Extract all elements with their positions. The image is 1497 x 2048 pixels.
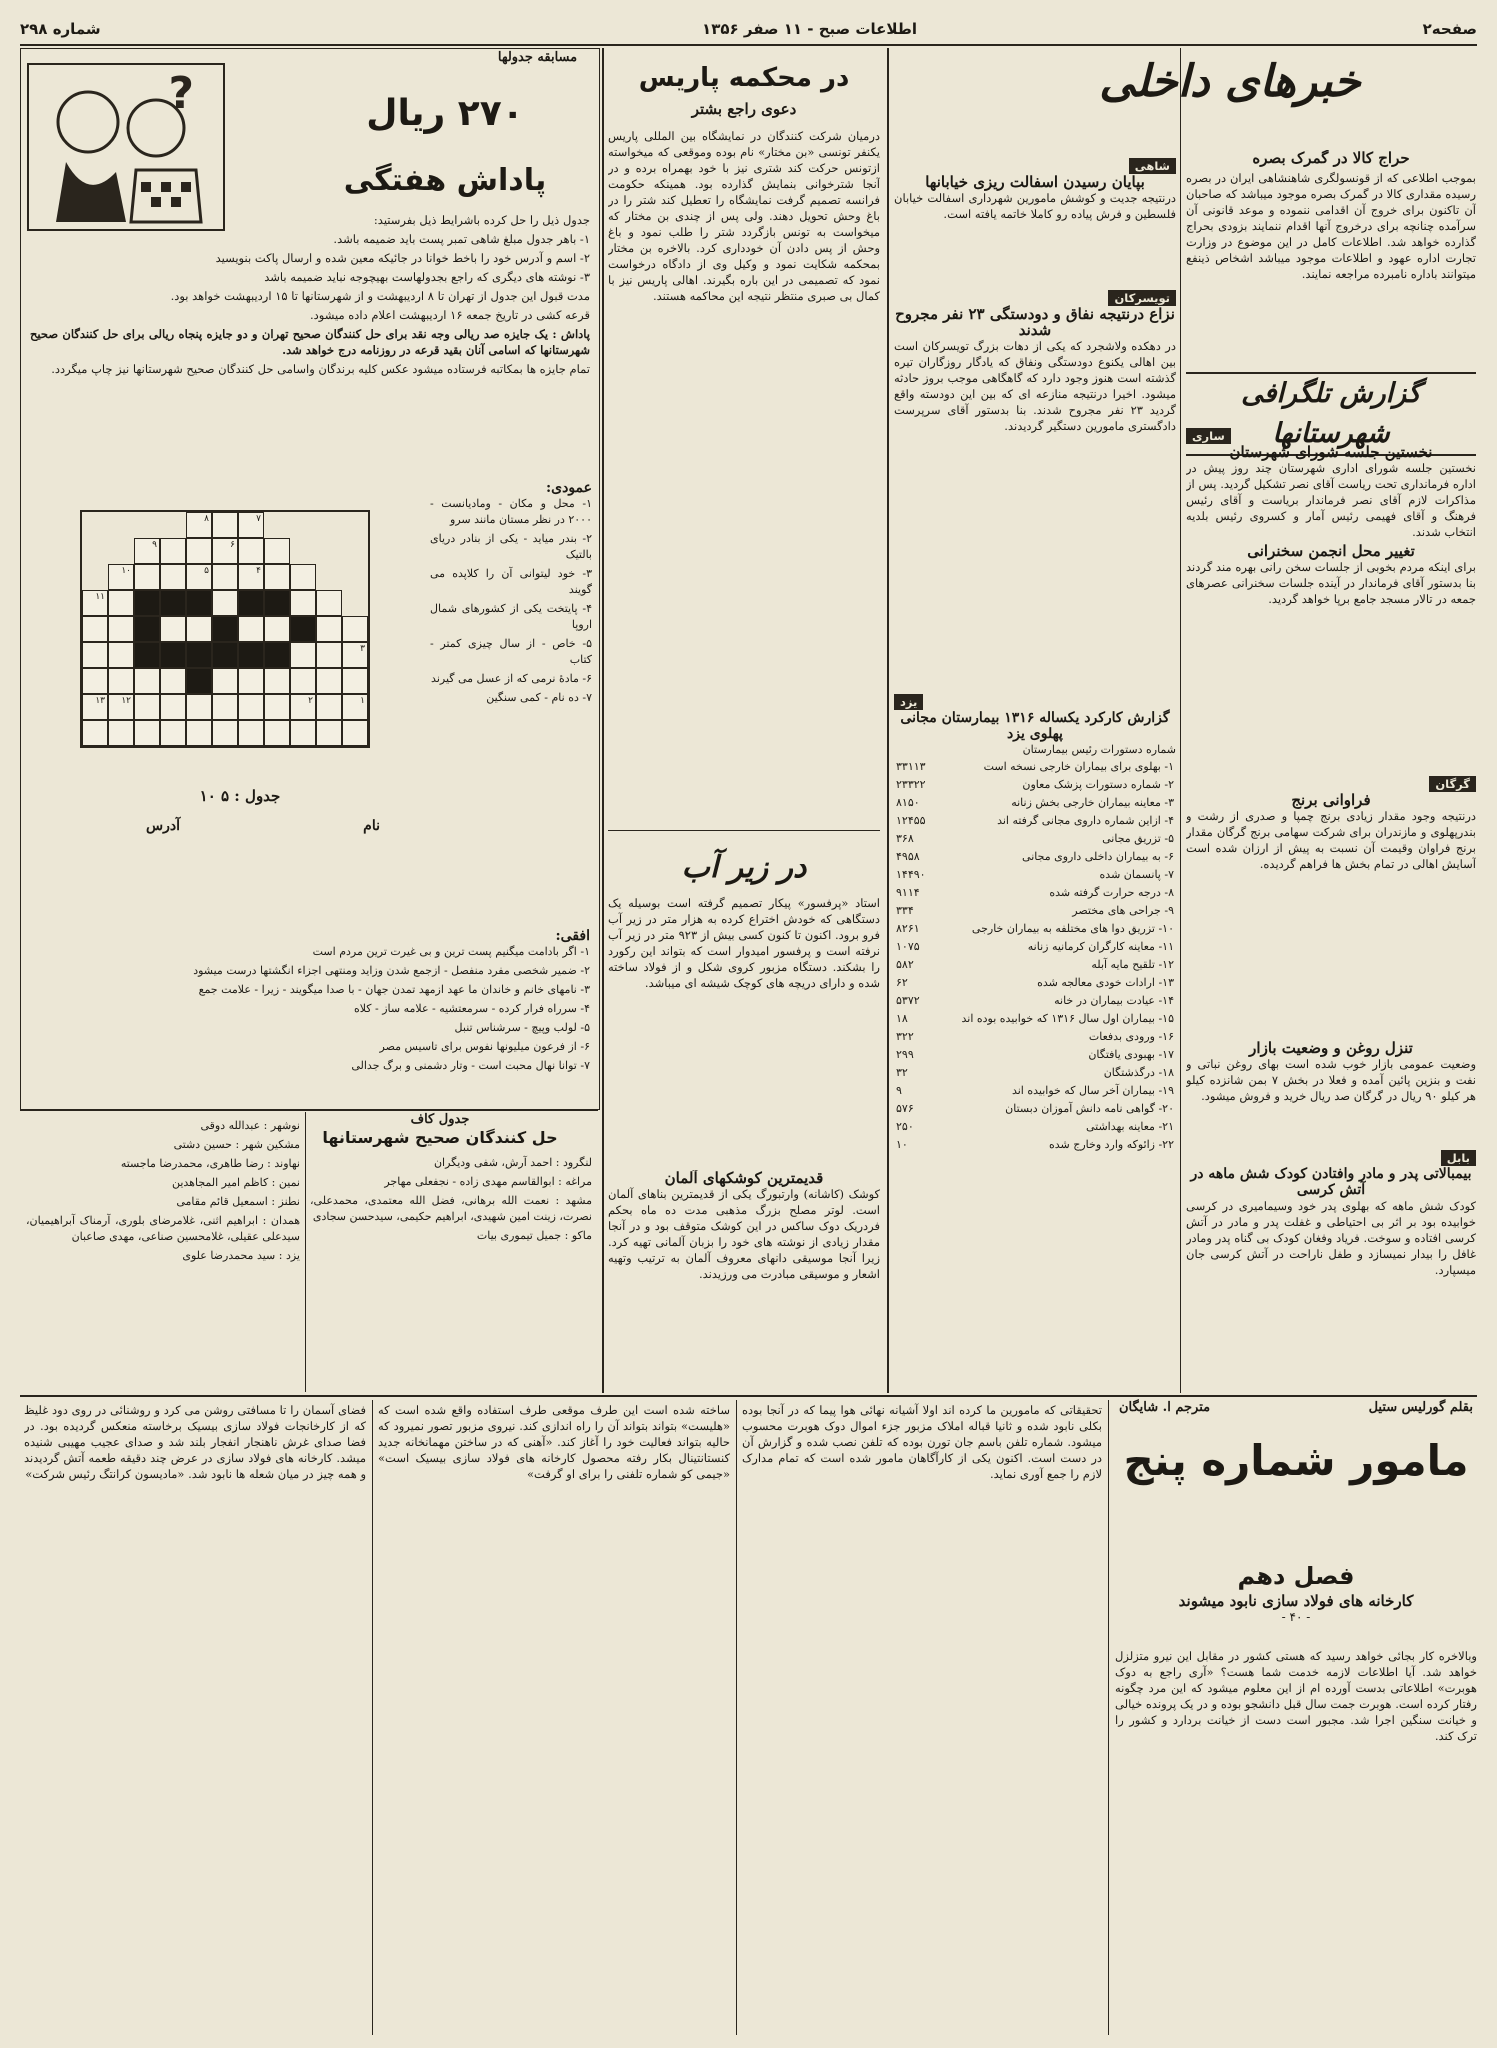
serial-chapter: فصل دهم <box>1237 1562 1355 1590</box>
solver-line: لنگرود : احمد آرش، شفی ودیگران <box>433 1156 592 1169</box>
column-divider <box>887 48 889 1393</box>
paris-subtitle: دعوی راجع بشتر <box>691 100 797 118</box>
undersea-article <box>608 895 880 1165</box>
solver-line: یزد : سید محمدرضا علوی <box>182 1249 300 1262</box>
yazd-intro: شماره دستورات رئیس بیمارستان <box>1022 743 1176 756</box>
stats-label: ۱۶- ورودی بدفعات <box>1088 1030 1174 1043</box>
sari2-body: برای اینکه مردم بخوبی از جلسات سخن رانی بهره مند گردند بنا بدستور آقای فرماندار در آینده جلسات سخنرانی عصرهای جمعه در تالار مسجد جامع برپا خواهد گردید. <box>1186 560 1476 606</box>
clue: ۷- توانا نهال محبت است - وتار دشمنی و برگ جدالی <box>351 1059 590 1072</box>
stats-value: ۵۷۶ <box>896 1102 914 1115</box>
tuyserkan-label: تویسرکان <box>1108 290 1176 306</box>
stats-row <box>894 830 1176 848</box>
kiosk-body: کوشک (کاشانه) وارتبورگ یکی از قدیمترین بناهای آلمان است. لوتر مصلح بزرگ مذهبی مدت ده ماه بحکم فردریک دوک ساکس در این کوشک متوقف بود و در آنجا مقدار زیادی از نوشته های خود را بزبان آلمانی تهیه کرد. زیرا آنجا موسیقی دانهای معروف آلمان به ترتیب وتهیه اشعار و موسیقی مبادرت می ورزیدند. <box>608 1187 880 1281</box>
telegraph-banner: گزارش تلگرافی شهرستانها <box>1186 372 1476 456</box>
stats-value: ۴۹۵۸ <box>896 850 920 863</box>
serial-text: فضای آسمان را تا مسافتی روشن می کرد و روشنائی در روی دود غلیظ که از کارخانجات فولاد سازی بیسیک برخاسته منعکس گردیده بود. در فضا صدای غرش ناهنجار انفجار بلند شد و صدای عجیب مهیبی شنیده میشد. کارخانه های فولاد سازی در عرض چند دقیقه طعمه آتش گردیدند و همه چیز در میان شعله ها نابود شد. «مادیسون کرانتگ رئیس شرکت» <box>24 1403 366 1481</box>
stats-label: ۲۲- زائوکه وارد وخارج شده <box>1049 1138 1174 1151</box>
clue: ۶- از فرعون میلیونها نفوس برای تاسیس مصر <box>379 1040 590 1053</box>
prize-amount: ۲۷۰ ریال <box>366 93 524 134</box>
stats-label: ۱۷- بهبودی یافتگان <box>1088 1048 1174 1061</box>
gorgan-body: درنتیجه وجود مقدار زیادی برنج چمپا و صدری از رشت و بندرپهلوی و مازندران برای شرکت سهامی برنج گرگان مقدار برنج فراوان وقیمت آن نسبت به پیش از ارزان شده است آسایش اهالی در تمام بخش ها فراهم گردیده. <box>1186 809 1476 871</box>
stats-row <box>894 794 1176 812</box>
sari-article <box>1186 428 1476 658</box>
stats-row <box>894 776 1176 794</box>
stats-value: ۱۸ <box>896 1012 908 1025</box>
stats-label: ۲۰- گواهی نامه دانش آموزان دبستان <box>1005 1102 1174 1115</box>
stats-row <box>894 1118 1176 1136</box>
article-divider <box>608 830 880 831</box>
sari-label: ساری <box>1186 428 1231 444</box>
shahi-title: بپایان رسیدن اسفالت ریزی خیابانها <box>925 173 1145 191</box>
clue: ۱- اگر بادامت میگنیم پست ترین و بی غیرت ترین مردم است <box>312 945 590 958</box>
stats-label: ۱۹- بیماران آخر سال که خوابیده اند <box>1011 1084 1174 1097</box>
section-rule <box>20 1395 1477 1397</box>
stats-label: ۶- به بیماران داخلی داروی مجانی <box>1022 850 1174 863</box>
serial-header <box>1115 1400 1477 1550</box>
serial-title: مامور شماره پنج <box>1123 1436 1469 1485</box>
clue: ۳- نامهای خانم و خاندان ما عهد ازمهد تمدن جهان - با صدا میگویند - زیرا - علامت جمع <box>198 983 590 996</box>
issue-number: شماره ۲۹۸ <box>20 20 101 38</box>
stats-value: ۹۱۱۴ <box>896 886 920 899</box>
award-note: تمام جایزه ها بمکاتبه فرستاده میشود عکس کلیه برندگان واسامی حل کنندگان صحیح شهرستانها نیز چاپ میگردد. <box>51 362 590 376</box>
babol-article <box>1186 1150 1476 1390</box>
customs-body: بموجب اطلاعی که از قونسولگری شاهنشاهی ایران در بصره رسیده مقداری کالا در گمرک بصره موجود میباشد که صاحبان آن تاکنون برای خروج آن اقدامی ننموده و موعد قانونی آن سرآمده چنانچه برای درخروج آنها اقدام ننمایند بزودی بحراج گذارده خواهد شد. اطلاعات کامل در این موضوع در وزارت تجارت اداره عهود و اطلاعات موجود میباشد اشخاص ذینفع میتوانند باداره نامبرده مراجعه نمایند. <box>1186 171 1476 281</box>
horizontal-clues <box>30 928 590 1104</box>
name-address-row <box>40 818 420 838</box>
serial-col-3 <box>378 1402 730 2032</box>
stats-label: ۹- جراحی های مختصر <box>1072 904 1174 917</box>
vertical-clues <box>430 480 592 880</box>
clue: ۲- بندر میاید - یکی از بنادر دریای بالتیک <box>430 532 592 561</box>
svg-text:?: ? <box>168 68 194 119</box>
solvers-title: حل کنندگان صحیح شهرستانها <box>322 1128 558 1147</box>
stats-label: ۱۰- تزریق دوا های مختلفه به بیماران خارجی <box>971 922 1174 935</box>
paris-article <box>608 128 880 828</box>
stats-row <box>894 956 1176 974</box>
sari2-title: تغییر محل انجمن سخنرانی <box>1247 542 1415 560</box>
column-divider <box>602 48 604 1393</box>
solver-line: نوشهر : عبدالله دوقی <box>200 1119 300 1132</box>
stats-value: ۳۶۸ <box>896 832 914 845</box>
stats-label: ۱۴- عیادت بیماران در خانه <box>1054 994 1174 1007</box>
clue: ۶- مادهٔ نرمی که از عسل می گیرند <box>431 672 592 685</box>
masthead <box>20 18 1477 42</box>
yazd-label: یزد <box>894 694 923 710</box>
undersea-body: استاد «پرفسور» پیکار تصمیم گرفته است بوسیله یک دستگاهی که خودش اختراع کرده به هزار متر در زیر آب فرو برود. اکنون تا کنون کسی بیش از ۹۲۳ متر در زیر آب نرفته است و پرفسور امیدوار است که بتواند این رکورد را بشکند. دستگاه مزبور کروی شکل و از فولاد ساخته شده و دارای دریچه های کوچک شیشه ای میباشد. <box>608 896 880 990</box>
stats-value: ۹ <box>896 1084 902 1097</box>
horizontal-label: افقی: <box>555 928 590 944</box>
column-divider <box>305 1112 306 1392</box>
table-label: جدول : ۵ ۱۰ <box>199 787 281 805</box>
market-title: تنزل روغن و وضعیت بازار <box>1249 1040 1413 1057</box>
address-label: آدرس <box>146 818 180 834</box>
stats-row <box>894 1136 1176 1154</box>
clue: ۱- محل و مکان - ومادیانست - ۲۰۰۰ در نظر مستان مانند سرو <box>430 497 592 526</box>
masthead-rule <box>20 44 1477 46</box>
prize-title: پاداش هفتگی <box>343 163 547 198</box>
solvers-rule <box>20 1110 598 1111</box>
serial-text: تحقیقاتی که مامورین ما کرده اند اولا آشیانه نهائی هوا پیما که در آنجا بوده بکلی نابود شده و ثانیا قباله املاک مزبور جزء اموال دوک هوبرت محسوب میشود. شماره تلفن باسم جان تورن بوده که تلفن نصب شده و گزارش آن در دست است. اکنون یکی از کارآگاهان مامور شده است که تمام مدارک لازم را جمع آوری نماید. <box>742 1403 1102 1481</box>
stats-row <box>894 812 1176 830</box>
clue: ۷- ده نام - کمی سنگین <box>486 691 592 704</box>
clue: ۲- ضمیر شخصی مفرد منفصل - ازجمع شدن وزاید ومنتهی اجزاء انگشتها درست میشود <box>193 964 590 977</box>
puzzle-contest-label: مسابقه جدولها <box>497 50 578 65</box>
stats-row <box>894 1010 1176 1028</box>
serial-chapter-block <box>1115 1560 1477 1624</box>
solvers-list-label: جدول کاف <box>410 1112 470 1127</box>
stats-value: ۳۲ <box>896 1066 908 1079</box>
solver-line: مشکین شهر : حسین دشتی <box>173 1138 300 1151</box>
solver-line: ماکو : جمیل تیموری بیات <box>476 1229 592 1242</box>
stats-label: ۷- پانسمان شده <box>1099 868 1174 881</box>
yazd-stats-table <box>894 758 1176 1154</box>
stats-row <box>894 920 1176 938</box>
stats-value: ۱۴۴۹۰ <box>896 868 926 881</box>
solver-line: همدان : ابراهیم اثنی، غلامرضای بلوری، آرمناک آبراهیمیان، سیدعلی عقیلی، غلامحسین صناعی، مهدی صاعبان <box>26 1214 300 1243</box>
stats-value: ۸۱۵۰ <box>896 796 920 809</box>
column-divider <box>1108 1400 1109 2035</box>
serial-col-2 <box>742 1402 1102 2032</box>
stats-value: ۵۳۷۲ <box>896 994 920 1007</box>
stats-row <box>894 938 1176 956</box>
stats-row <box>894 866 1176 884</box>
rule-line: جدول ذیل را حل کرده باشرایط ذیل بفرستید: <box>373 213 590 227</box>
rule-line: مدت قبول این جدول از تهران تا ۸ اردیبهشت و از شهرستانها تا ۱۵ اردیبهشت خواهد بود. <box>170 289 590 303</box>
stats-label: ۱۸- درگذشتگان <box>1103 1066 1174 1079</box>
stats-value: ۱۰ <box>896 1138 908 1151</box>
stats-row <box>894 1028 1176 1046</box>
stats-label: ۱۱- معاینه کارگران کرمانیه زنانه <box>1027 940 1174 953</box>
stats-value: ۳۲۲ <box>896 1030 914 1043</box>
solver-line: مشهد : نعمت الله برهانی، فضل الله معتمدی، محمدعلی، نصرت، زینت امین شهیدی، ابراهیم حکیمی، سیدحسن سجادی <box>310 1194 592 1223</box>
stats-label: ۸- درجه حرارت گرفته شده <box>1049 886 1174 899</box>
shahi-article <box>894 158 1176 268</box>
babol-body: کودک شش ماهه که بهلوی پدر خود وسیمامیری در کرسی خوابیده بود بر اثر بی احتیاطی و غفلت پدر و مادر در آتش کرسی افتاده و سوخت. فریاد وفغان کودک بی گناه پدر ومادر غافل را بیدار نمیسازد و طفل ناراحت در آتش کرسی جان میسپارد. <box>1186 1199 1476 1277</box>
puzzle-illustration <box>26 62 226 232</box>
clue: ۴- سرراه فرار کرده - سرمعتشیه - علامه ساز - کلاه <box>353 1002 590 1015</box>
stats-row <box>894 758 1176 776</box>
stats-row <box>894 1082 1176 1100</box>
stats-label: ۲۱- معاینه بهداشتی <box>1085 1120 1174 1133</box>
stats-row <box>894 1046 1176 1064</box>
solver-line: نمین : کاظم امیر المجاهدین <box>171 1176 300 1189</box>
tuyserkan-body: در دهکده ولاشجرد که یکی از دهات بزرگ تویسرکان است بین اهالی یکنوع دودستگی ونفاق که یادگار روزگاران تیره گذشته است هنوز وجود دارد که گاهگاهی موجب بروز حادثه میشود. اخیرا درنتیجه منازعه ای که بین این دودسته واقع گردید ۲۳ نفر مجروح شدند. بنا بدستور آقای سرپرست دادگستری مامورین دستگیر گردیدند. <box>894 339 1176 433</box>
stats-value: ۲۳۳۲۲ <box>896 778 926 791</box>
kiosk-article <box>608 1170 880 1390</box>
stats-label: ۴- ازاین شماره داروی مجانی گرفته اند <box>997 814 1174 827</box>
tuyserkan-article <box>894 290 1176 690</box>
gorgan-article <box>1186 776 1476 916</box>
yazd-article <box>894 694 1176 1394</box>
yazd-title: گزارش کارکرد یکساله ۱۳۱۶ بیمارستان مجانی پهلوی یزد <box>900 710 1170 742</box>
vertical-label: عمودی: <box>545 480 592 496</box>
stats-row <box>894 884 1176 902</box>
serial-text: وبالاخره کار بجائی خواهد رسید که هستی کشور در مقابل این نیرو متزلزل خواهد شد. آیا اطلاعات لازمه خدمت شما هست؟ «آری راجع به دوک هوبرت» اطلاعاتی بدست آورده ام از این معلوم میشود که این مرد چگونه رفتار کرده است. هوبرت جمت سال قبل دانشجو بوده و در یک پرونده خیالی و خیانت سنگین اجرا شد. مجبور است دست از خیانت بردارد و کشور را ترک کند. <box>1115 1649 1477 1743</box>
shahi-body: درنتیجه جدیت و کوشش مامورین شهرداری اسفالت خیابان فلسطین و فرش پیاده رو کاملا خاتمه یافته است. <box>894 191 1176 221</box>
stats-value: ۲۹۹ <box>896 1048 914 1061</box>
stats-row <box>894 1064 1176 1082</box>
column-divider <box>736 1400 737 2035</box>
stats-row <box>894 974 1176 992</box>
paper-date: اطلاعات صبح - ۱۱ صفر ۱۳۵۶ <box>702 20 917 38</box>
gorgan-label: گرگان <box>1429 776 1476 792</box>
stats-label: ۱- بهلوی برای بیماران خارجی نسخه است <box>983 760 1174 773</box>
crossword-grid: ۸ ۷ ۹ ۶ ۱۰ ۵ ۴ ۱۱ ۳ ۱۳ ۱۲ ۲ ۱ <box>80 510 370 748</box>
rule-line: قرعه کشی در تاریخ جمعه ۱۶ اردیبهشت اعلام داده میشود. <box>310 308 590 322</box>
undersea-title: در زیر آب <box>681 850 807 885</box>
shahi-label: شاهی <box>1129 158 1176 174</box>
customs-article <box>1186 150 1476 360</box>
stats-row <box>894 902 1176 920</box>
solver-line: نطنز : اسمعیل قائم مقامی <box>176 1195 300 1208</box>
paris-title: در محکمه پاریس <box>638 63 850 93</box>
serial-col-4 <box>24 1402 366 2032</box>
page-number: صفحه۲ <box>1422 20 1477 38</box>
stats-label: ۲- شماره دستورات پزشک معاون <box>1022 778 1174 791</box>
serial-author: بقلم گورلیس ستیل <box>1368 1400 1473 1415</box>
clue: ۵- لولب وپیچ - سرشناس تنبل <box>454 1021 590 1034</box>
solver-line: نهاوند : رضا طاهری، محمدرضا ماجسته <box>120 1157 300 1170</box>
serial-chapter-title: کارخانه های فولاد سازی نابود میشوند <box>1178 1592 1414 1610</box>
stats-label: ۵- تزریق مجانی <box>1102 832 1174 845</box>
stats-value: ۶۲ <box>896 976 908 989</box>
stats-value: ۱۰۷۵ <box>896 940 920 953</box>
rule-line: ۱- باهر جدول مبلغ شاهی تمبر پست باید ضمیمه باشد. <box>333 232 590 246</box>
serial-col-1 <box>1115 1648 1477 2033</box>
sari-title: نخستین جلسه شورای شهرستان <box>1229 443 1433 461</box>
serial-text: ساخته شده است این طرف موقعی طرف استفاده واقع شده است که «هلیست» بتواند بتواند آن را راه اندازی کند. نیروی مزبور تصور نمیرود که حالیه بتواند فعالیت خود را آغاز کند. «آهنی که در ساختن مهمانخانه جدید کنستانتینال بکار رفته محصول کارخانه های فولاد سازی بیسیک است» «جیمی کو شماره تلفنی را برای او گرفت» <box>378 1403 730 1481</box>
stats-row <box>894 992 1176 1010</box>
paris-body: درمیان شرکت کنندگان در نمایشگاه بین المللی پاریس یکنفر تونسی «بن مختار» نام بوده وموقعی که میخواسته ازتونس حرکت کند شتری نیز با خود بهمراه برده و در آنجا شترخوانی بنمایش گذارده بود. همینکه حکومت فرانسه تصمیم گرفت نمایشگاه را تعطیل کند شتر را در باغ وحش تحویل دهند. ولی پس از چندی بن مختار که میخواست به تونس بازگردد شتر را طلب نمود و باغ وحش از پس دادن آن خودداری کرد. بالاخره بن مختار بمحکمه شکایت نمود و وکیل وی از دادگاه درخواست نمود که تصمیمی در این باره بگیرند. اهالی پاریس نیز با کمال بی صبری منتظر نتیجه این محاکمه هستند. <box>608 129 880 303</box>
solvers-list-a <box>310 1155 592 1390</box>
stats-label: ۱۲- تلقیح مایه آبله <box>1091 958 1174 971</box>
kiosk-title: قدیمترین کوشکهای آلمان <box>664 1170 824 1187</box>
stats-value: ۳۳۱۱۳ <box>896 760 926 773</box>
serial-installment: - ۴۰ - <box>1281 1610 1311 1624</box>
stats-row <box>894 1100 1176 1118</box>
stats-row <box>894 848 1176 866</box>
stats-label: ۳- معاینه بیماران خارجی بخش زنانه <box>1011 796 1174 809</box>
award-line: پاداش : یک جایزه صد ریالی وجه نقد برای حل کنندگان صحیح تهران و دو جایزه پنجاه ریالی برای حل کنندگان صحیح شهرستانها که اسامی آنان بقید قرعه در روزنامه درج خواهد شد. <box>30 327 590 357</box>
babol-title: بیمبالاتی پدر و مادر وافتادن کودک شش ماهه در آتش کرسی <box>1190 1166 1472 1198</box>
name-label: نام <box>363 818 380 834</box>
clue: ۴- پایتخت یکی از کشورهای شمال اروپا <box>430 602 592 631</box>
serial-translator: مترجم ا. شایگان <box>1119 1400 1211 1415</box>
solvers-list-b <box>26 1118 300 1390</box>
market-article <box>1186 1040 1476 1150</box>
clue: ۳- خود لیتوانی آن را کلاپده می گویند <box>430 567 592 596</box>
customs-title: حراج کالا در گمرک بصره <box>1252 150 1410 167</box>
stats-value: ۵۸۲ <box>896 958 914 971</box>
domestic-banner: خبرهای داخلی <box>1099 56 1361 107</box>
puzzle-rules <box>30 212 590 422</box>
column-divider <box>372 1400 373 2035</box>
babol-label: بابل <box>1441 1150 1476 1166</box>
market-body: وضعیت عمومی بازار خوب شده است بهای روغن نباتی و نفت و بنزین پائین آمده و فعلا در بخش ۷ بمن شانزده کیلو هر کیلو ۹۰ ریال در گرگان صد ریال خرید و فروش میشود. <box>1186 1057 1476 1103</box>
clue: ۵- خاص - از سال چیزی کمتر - کتاب <box>430 637 592 666</box>
stats-value: ۱۲۴۵۵ <box>896 814 926 827</box>
stats-value: ۳۳۴ <box>896 904 914 917</box>
solver-line: مراغه : ابوالقاسم مهدی زاده - نجفعلی مهاجر <box>384 1175 592 1188</box>
gorgan-title: فراوانی برنج <box>1291 791 1371 809</box>
rule-line: ۳- نوشته های دیگری که راجع بجدولهاست بهیچوجه نباید ضمیمه باشد <box>264 270 590 284</box>
rule-line: ۲- اسم و آدرس خود را باخط خوانا در جائیکه معین شده و ارسال پاکت بنویسید <box>215 251 590 265</box>
stats-label: ۱۳- ارادات خودی معالجه شده <box>1037 976 1174 989</box>
stats-value: ۲۵۰ <box>896 1120 914 1133</box>
sari-body: نخستین جلسه شورای اداری شهرستان چند روز پیش در اداره فرمانداری تحت ریاست آقای نصر تشکیل گردید. پس از مذاکرات لازم آقای نصر فرماندار بریاست و آقای رئیس فرهنگ و آقای فهیمی رئیس آمار و کسروی رئیس بلدیه انتخاب شدند. <box>1186 461 1476 539</box>
stats-label: ۱۵- بیماران اول سال ۱۳۱۶ که خوابیده بوده اند <box>961 1012 1174 1025</box>
column-divider <box>1180 48 1181 1393</box>
stats-value: ۸۲۶۱ <box>896 922 920 935</box>
tuyserkan-title: نزاع درنتیجه نفاق و دودستگی ۲۳ نفر مجروح شدند <box>895 305 1175 339</box>
